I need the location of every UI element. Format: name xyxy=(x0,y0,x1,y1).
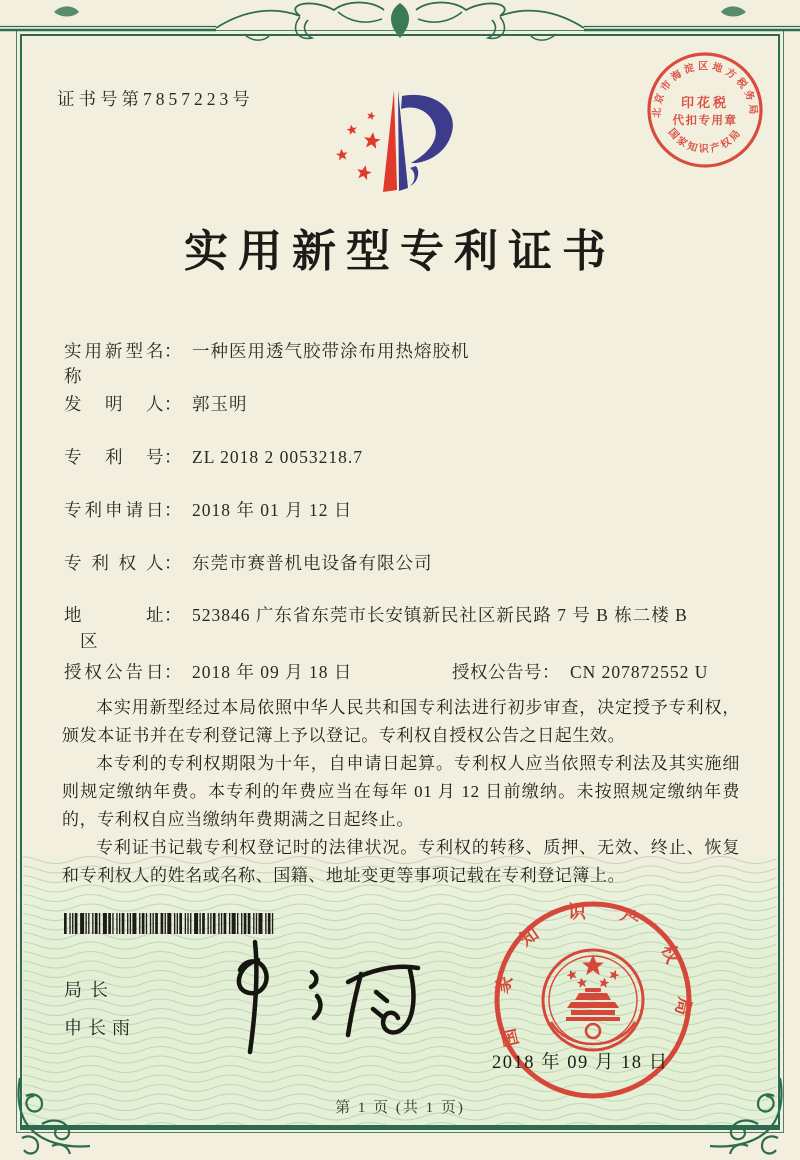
field-label: 专利申请日 xyxy=(64,500,164,520)
logo-p-tail xyxy=(410,166,418,186)
tax-seal-line2: 代扣专用章 xyxy=(672,115,738,127)
field-label: 地址 xyxy=(64,605,164,625)
director-title: 局长 xyxy=(64,980,116,1000)
field-label: 发明人 xyxy=(64,394,164,414)
cnipa-logo xyxy=(328,84,480,206)
field-value: 一种医用透气胶带涂布用热熔胶机 xyxy=(192,341,470,361)
field-row-inventor: 发明人： 郭玉明 xyxy=(64,391,248,416)
logo-p-bowl xyxy=(401,95,453,163)
field-label: 授权公告日 xyxy=(64,662,164,682)
svg-text:国家知识产权局 xyxy=(491,901,696,1049)
national-emblem xyxy=(543,950,643,1050)
five-red-stars xyxy=(335,111,381,181)
legal-paragraph-3: 专利证书记载专利权登记时的法律状况。专利权的转移、质押、无效、终止、恢复和专利权人的姓名或名称、国籍、地址变更等事项记载在专利登记簿上。 xyxy=(62,838,740,885)
tax-seal-line1: 印花税 xyxy=(680,95,730,110)
field-value-line2: 区 xyxy=(80,631,99,651)
field-value: ZL 2018 2 0053218.7 xyxy=(192,447,363,467)
tax-stamp-seal xyxy=(643,48,767,172)
director-name: 申长雨 xyxy=(64,1018,136,1038)
field-label: 专利权人 xyxy=(64,553,164,573)
legal-paragraph-2: 本专利的专利权期限为十年，自申请日起算。专利权人应当依照专利法及其实施细则规定缴纳年费。本专利的年费应当在每年 01 月 12 日前缴纳。未按照规定缴纳年费的，专利权自应当缴纳年费期满之日起终止。 xyxy=(62,754,740,829)
seal-date: 2018 年 09 月 18 日 xyxy=(492,1053,669,1073)
field-value: 2018 年 01 月 12 日 xyxy=(192,500,353,520)
field-value: CN 207872552 U xyxy=(570,662,709,682)
field-value: 东莞市赛普机电设备有限公司 xyxy=(192,553,433,573)
bottom-right-corner-flourish xyxy=(708,1076,788,1160)
tax-seal-arc-top: 北京市海淀区地方税务局 xyxy=(651,61,759,119)
field-row-grant-date: 授权公告日： 2018 年 09 月 18 日 xyxy=(64,659,352,684)
legal-paragraph-1: 本实用新型经过本局依照中华人民共和国专利法进行初步审查，决定授予专利权，颁发本证书并在专利登记簿上予以登记。专利权自授权公告之日起生效。 xyxy=(62,698,740,745)
certificate-number: 证书号第7857223号 xyxy=(57,89,254,109)
patent-title: 实用新型专利证书 xyxy=(184,227,616,276)
top-ornament-flourish xyxy=(0,0,800,46)
logo-red-wedge xyxy=(383,90,397,192)
field-label: 实用新型名称 xyxy=(64,341,164,386)
office-seal-arc-text: 国家知识产权局 xyxy=(490,901,696,1049)
field-value: 郭玉明 xyxy=(192,394,248,414)
field-row-address: 地址： 523846 广东省东莞市长安镇新民社区新民路 7 号 B 栋二楼 B 区 xyxy=(64,602,742,653)
legal-text-block xyxy=(62,694,740,890)
director-signature-handwriting xyxy=(180,930,440,1065)
tax-seal-arc-bottom: 国家知识产权局 xyxy=(665,126,745,156)
field-label: 专利号 xyxy=(64,447,164,467)
field-value-line1: 523846 广东省东莞市长安镇新民社区新民路 7 号 B 栋二楼 B xyxy=(192,605,688,625)
field-row-patentee: 专利权人： 东莞市赛普机电设备有限公司 xyxy=(64,550,433,575)
field-value: 2018 年 09 月 18 日 xyxy=(192,662,353,682)
bottom-left-corner-flourish xyxy=(12,1076,92,1160)
field-row-utility-name: 实用新型名称： 一种医用透气胶带涂布用热熔胶机 xyxy=(64,338,470,388)
field-row-filing-date: 专利申请日： 2018 年 01 月 12 日 xyxy=(64,497,352,522)
field-row-patent-number: 专利号： ZL 2018 2 0053218.7 xyxy=(64,444,363,469)
field-label: 授权公告号 xyxy=(452,662,542,682)
page-footer: 第 1 页 (共 1 页) xyxy=(335,1100,465,1116)
svg-text:国家知识产权局 xyxy=(666,126,745,156)
field-row-grant-number: 授权公告号： CN 207872552 U xyxy=(452,662,709,682)
